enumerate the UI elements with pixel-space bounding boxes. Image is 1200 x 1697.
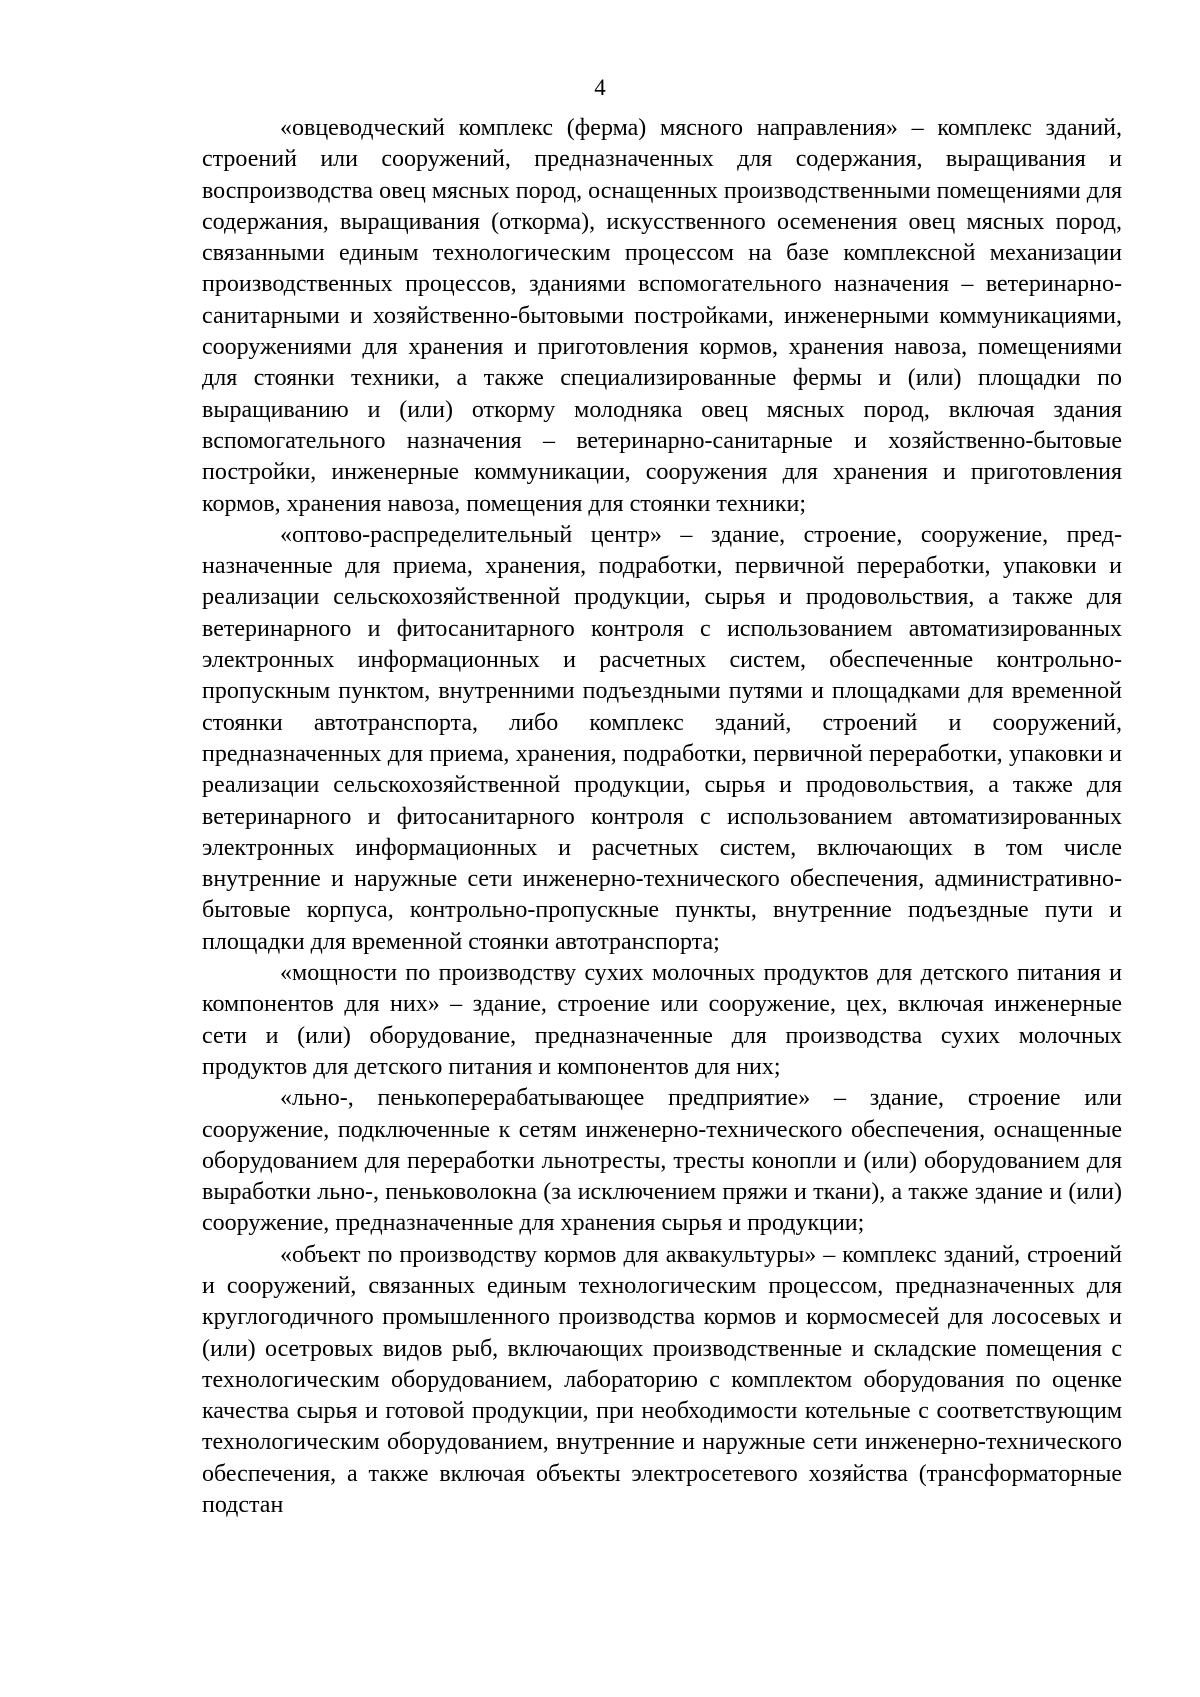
definition-paragraph-sheep-complex: «овцеводческий комплекс (ферма) мясного направления» – комплекс зданий, строений или сооружений, предназначенных для содержания, выращивания и воспроизводства овец мясных пород, оснащенных производственными помещениями для содержания, выращивания (откорма), искусственного осеменения овец мясных пород, связанными единым технологическим процессом на базе комплексной механизации производственных процессов, зданиями вспомогательного назначения – ветеринарно-санитарными и хозяйственно-бытовыми постройками, инженерными коммуникациями, сооружениями для хранения и приготовления кормов, хранения навоза, помещениями для стоянки техники, а также специализированные фермы и (или) площадки по выращиванию и (или) откорму молодняка овец мясных пород, включая здания вспомогательного назначения – ветеринарно-санитарные и хозяйственно-бытовые постройки, инженерные коммуникации, сооружения для хранения и приготовления кормов, хранения навоза, помещения для стоянки техники; bbox=[202, 115, 1122, 517]
document-body bbox=[202, 113, 1122, 1521]
definition-paragraph-flax-hemp-plant: «льно-, пенькоперерабатывающее предприятие» – здание, строение или сооружение, подключенные к сетям инженерно-технического обеспечения, оснащенные оборудованием для переработки льнотресты, тресты конопли и (или) оборудованием для выработки льно-, пеньковолокна (за исключением пряжи и ткани), а также здание и (или) сооружение, предназначенные для хранения сырья и продукции; bbox=[202, 1085, 1122, 1237]
definition-paragraph-wholesale-center: «оптово-распределительный центр» – здание, строение, сооружение, предназначенные для приема, хранения, подработки, первичной переработки, упаковки и реализации сельскохозяйственной продукции, сырья и продовольствия, а также для ветеринарного и фитосанитарного контроля с использованием автоматизированных электронных информационных и расчетных систем, обеспеченные контрольно-пропускным пунктом, внутренними подъездными путями и площадками для временной стоянки автотранспорта, либо комплекс зданий, строений и сооружений, предназначенных для приема, хранения, подработки, первичной переработки, упаковки и реализации сельскохозяйственной продукции, сырья и продовольствия, а также для ветеринарного и фитосанитарного контроля с использованием автоматизированных электронных информационных и расчетных систем, включающих в том числе внутренние и наружные сети инженерно-технического обеспечения, административно-бытовые корпуса, контрольно-пропускные пункты, внутренние подъездные пути и площадки для временной стоянки автотранспорта; bbox=[202, 521, 1122, 955]
definition-paragraph-aquaculture-feed: «объект по производству кормов для аквакультуры» – комплекс зданий, строений и сооружений, связанных единым технологическим процессом, предназначенных для круглогодичного промышленного производства кормов и кормосмесей для лососевых и (или) осетровых видов рыб, включающих производственные и складские помещения с технологическим оборудованием, лабораторию с комплектом оборудования по оценке качества сырья и готовой продукции, при необходимости котельные с соответствующим технологическим оборудованием, внутренние и наружные сети инженерно-технического обеспечения, а также включая объекты электросетевого хозяйства (трансформаторные подстан bbox=[202, 1241, 1122, 1519]
page-number: 4 bbox=[594, 75, 606, 100]
definition-paragraph-dry-milk-capacity: «мощности по производству сухих молочных продуктов для детского питания и компонентов для них» – здание, строение или сооружение, цех, включая инженерные сети и (или) оборудование, предназначенные для производства сухих молочных продуктов для детского питания и компонентов для них; bbox=[202, 960, 1122, 1080]
